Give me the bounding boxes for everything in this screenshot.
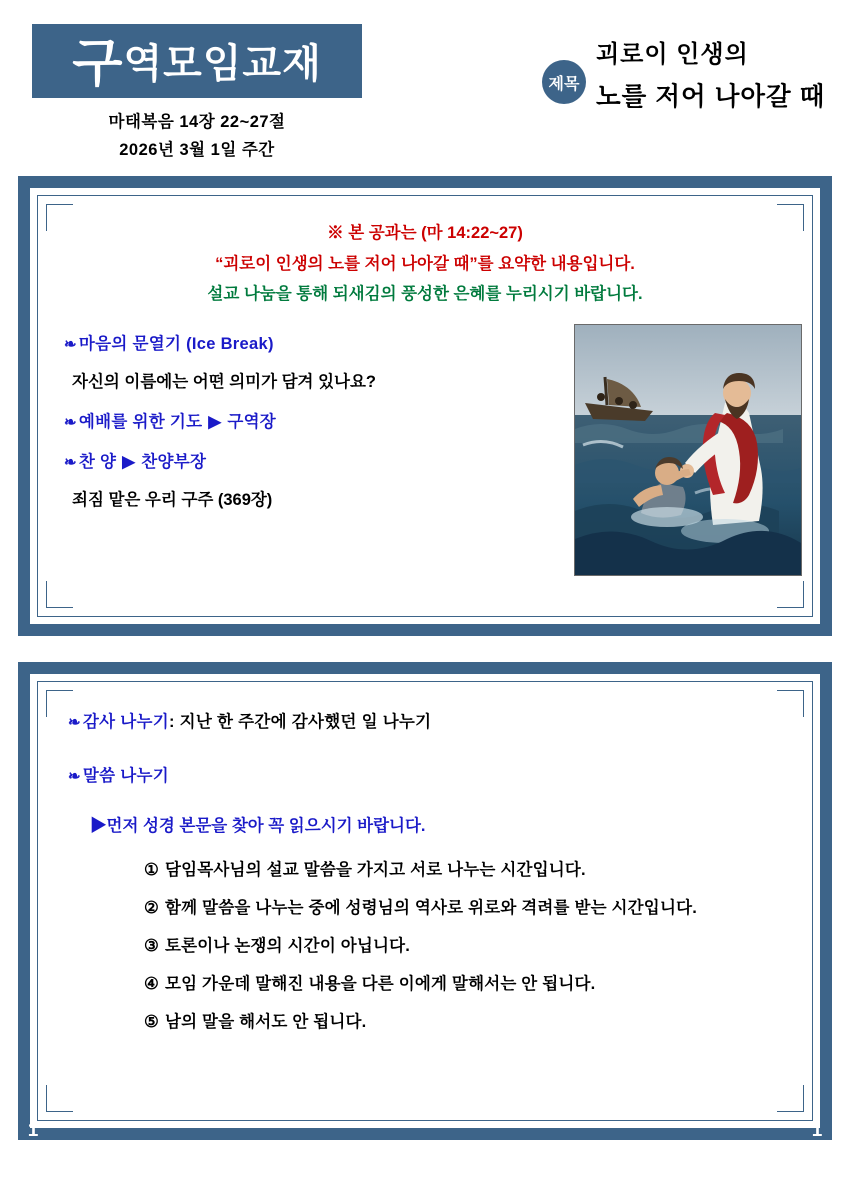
corner-ornament-bottom-left — [46, 1085, 73, 1112]
list-item — [144, 1008, 782, 1032]
page-header — [18, 12, 832, 172]
rule-text: 모임 가운데 말해진 내용을 다른 이에게 말해서는 안 됩니다. — [165, 975, 596, 993]
page-number-left: 1 — [27, 1120, 39, 1141]
flower-bullet-icon: ❧ — [64, 453, 77, 471]
rule-number: ① — [144, 861, 159, 879]
arrow-icon: ▶ — [122, 452, 136, 471]
panel-intro-body — [38, 330, 812, 510]
arrow-icon: ▶ — [90, 817, 107, 835]
read-scripture-instruction — [90, 812, 782, 836]
list-item — [144, 970, 782, 994]
list-item — [144, 894, 782, 918]
ice-break-label: 마음의 문열기 (Ice Break) — [78, 334, 274, 353]
read-scripture-text: 먼저 성경 본문을 찾아 꼭 읽으시기 바랍니다. — [106, 817, 426, 835]
prayer-label: 예배를 위한 기도 — [78, 412, 203, 431]
page-number-right: 1 — [811, 1120, 823, 1141]
rule-text: 담임목사님의 설교 말씀을 가지고 서로 나누는 시간입니다. — [165, 861, 586, 879]
lesson-title — [596, 34, 846, 113]
list-item — [144, 856, 782, 880]
praise-leader: 찬양부장 — [141, 452, 207, 471]
word-sharing-label: 말씀 나누기 — [82, 767, 169, 785]
scripture-reference: 마태복음 14장 22~27절 — [108, 113, 286, 131]
panel-sharing-body — [38, 682, 812, 1032]
rule-number: ④ — [144, 975, 159, 993]
panel-sharing-inner — [37, 681, 813, 1121]
rule-text: 함께 말씀을 나누는 중에 성령님의 역사로 위로와 격려를 받는 시간입니다. — [165, 899, 698, 917]
section-thanks-sharing — [68, 708, 782, 732]
thanks-label: 감사 나누기 — [82, 713, 169, 731]
corner-ornament-top-right — [777, 690, 804, 717]
logo-text — [72, 32, 322, 93]
corner-ornament-top-left — [46, 690, 73, 717]
sharing-rules-list — [104, 856, 782, 1032]
corner-ornament-bottom-left — [46, 581, 73, 608]
panel-intro — [18, 176, 832, 636]
corner-ornament-bottom-right — [777, 581, 804, 608]
spacer — [68, 732, 782, 762]
flower-bullet-icon: ❧ — [64, 335, 77, 353]
flower-bullet-icon: ❧ — [68, 768, 81, 785]
logo-rest-text: 역모임교재 — [123, 42, 322, 86]
rule-text: 토론이나 논쟁의 시간이 아닙니다. — [165, 937, 411, 955]
flower-bullet-icon: ❧ — [68, 714, 81, 731]
hymn-title: 죄짐 맡은 우리 구주 (369장) — [72, 490, 273, 509]
list-item — [144, 932, 782, 956]
logo-banner — [32, 24, 362, 98]
rule-number: ③ — [144, 937, 159, 955]
corner-ornament-bottom-right — [777, 1085, 804, 1112]
illustration-graphic — [575, 325, 801, 575]
rule-number: ② — [144, 899, 159, 917]
notice-block — [38, 218, 812, 310]
prayer-leader: 구역장 — [227, 412, 277, 431]
date-line: 2026년 3월 1일 주간 — [119, 141, 275, 159]
logo-first-letter: 구 — [72, 35, 124, 93]
notice-line-2: “괴로이 인생의 노를 저어 나아갈 때”를 요약한 내용입니다. — [215, 254, 635, 273]
praise-label: 찬 양 — [78, 452, 117, 471]
flower-bullet-icon: ❧ — [64, 413, 77, 431]
rule-number: ⑤ — [144, 1013, 159, 1031]
panel-sharing — [18, 662, 832, 1140]
ice-break-question: 자신의 이름에는 어떤 의미가 담겨 있나요? — [72, 372, 376, 391]
notice-line-1: ※ 본 공과는 (마 14:22~27) — [327, 224, 523, 242]
thanks-description: : 지난 한 주간에 감사했던 일 나누기 — [168, 713, 432, 731]
notice-line-3: 설교 나눔을 통해 되새김의 풍성한 은혜를 누리시기 바랍니다. — [207, 285, 643, 304]
rule-text: 남의 말을 해서도 안 됩니다. — [165, 1013, 367, 1031]
section-word-sharing — [68, 762, 782, 786]
corner-ornament-top-right — [777, 204, 804, 231]
jesus-rescues-peter-illustration — [574, 324, 802, 576]
panel-intro-inner — [37, 195, 813, 617]
arrow-icon: ▶ — [208, 412, 222, 431]
lesson-title-line-1: 괴로이 인생의 — [596, 41, 749, 68]
corner-ornament-top-left — [46, 204, 73, 231]
title-badge: 제목 — [542, 60, 586, 104]
lesson-title-line-2: 노를 저어 나아갈 때 — [596, 83, 826, 111]
